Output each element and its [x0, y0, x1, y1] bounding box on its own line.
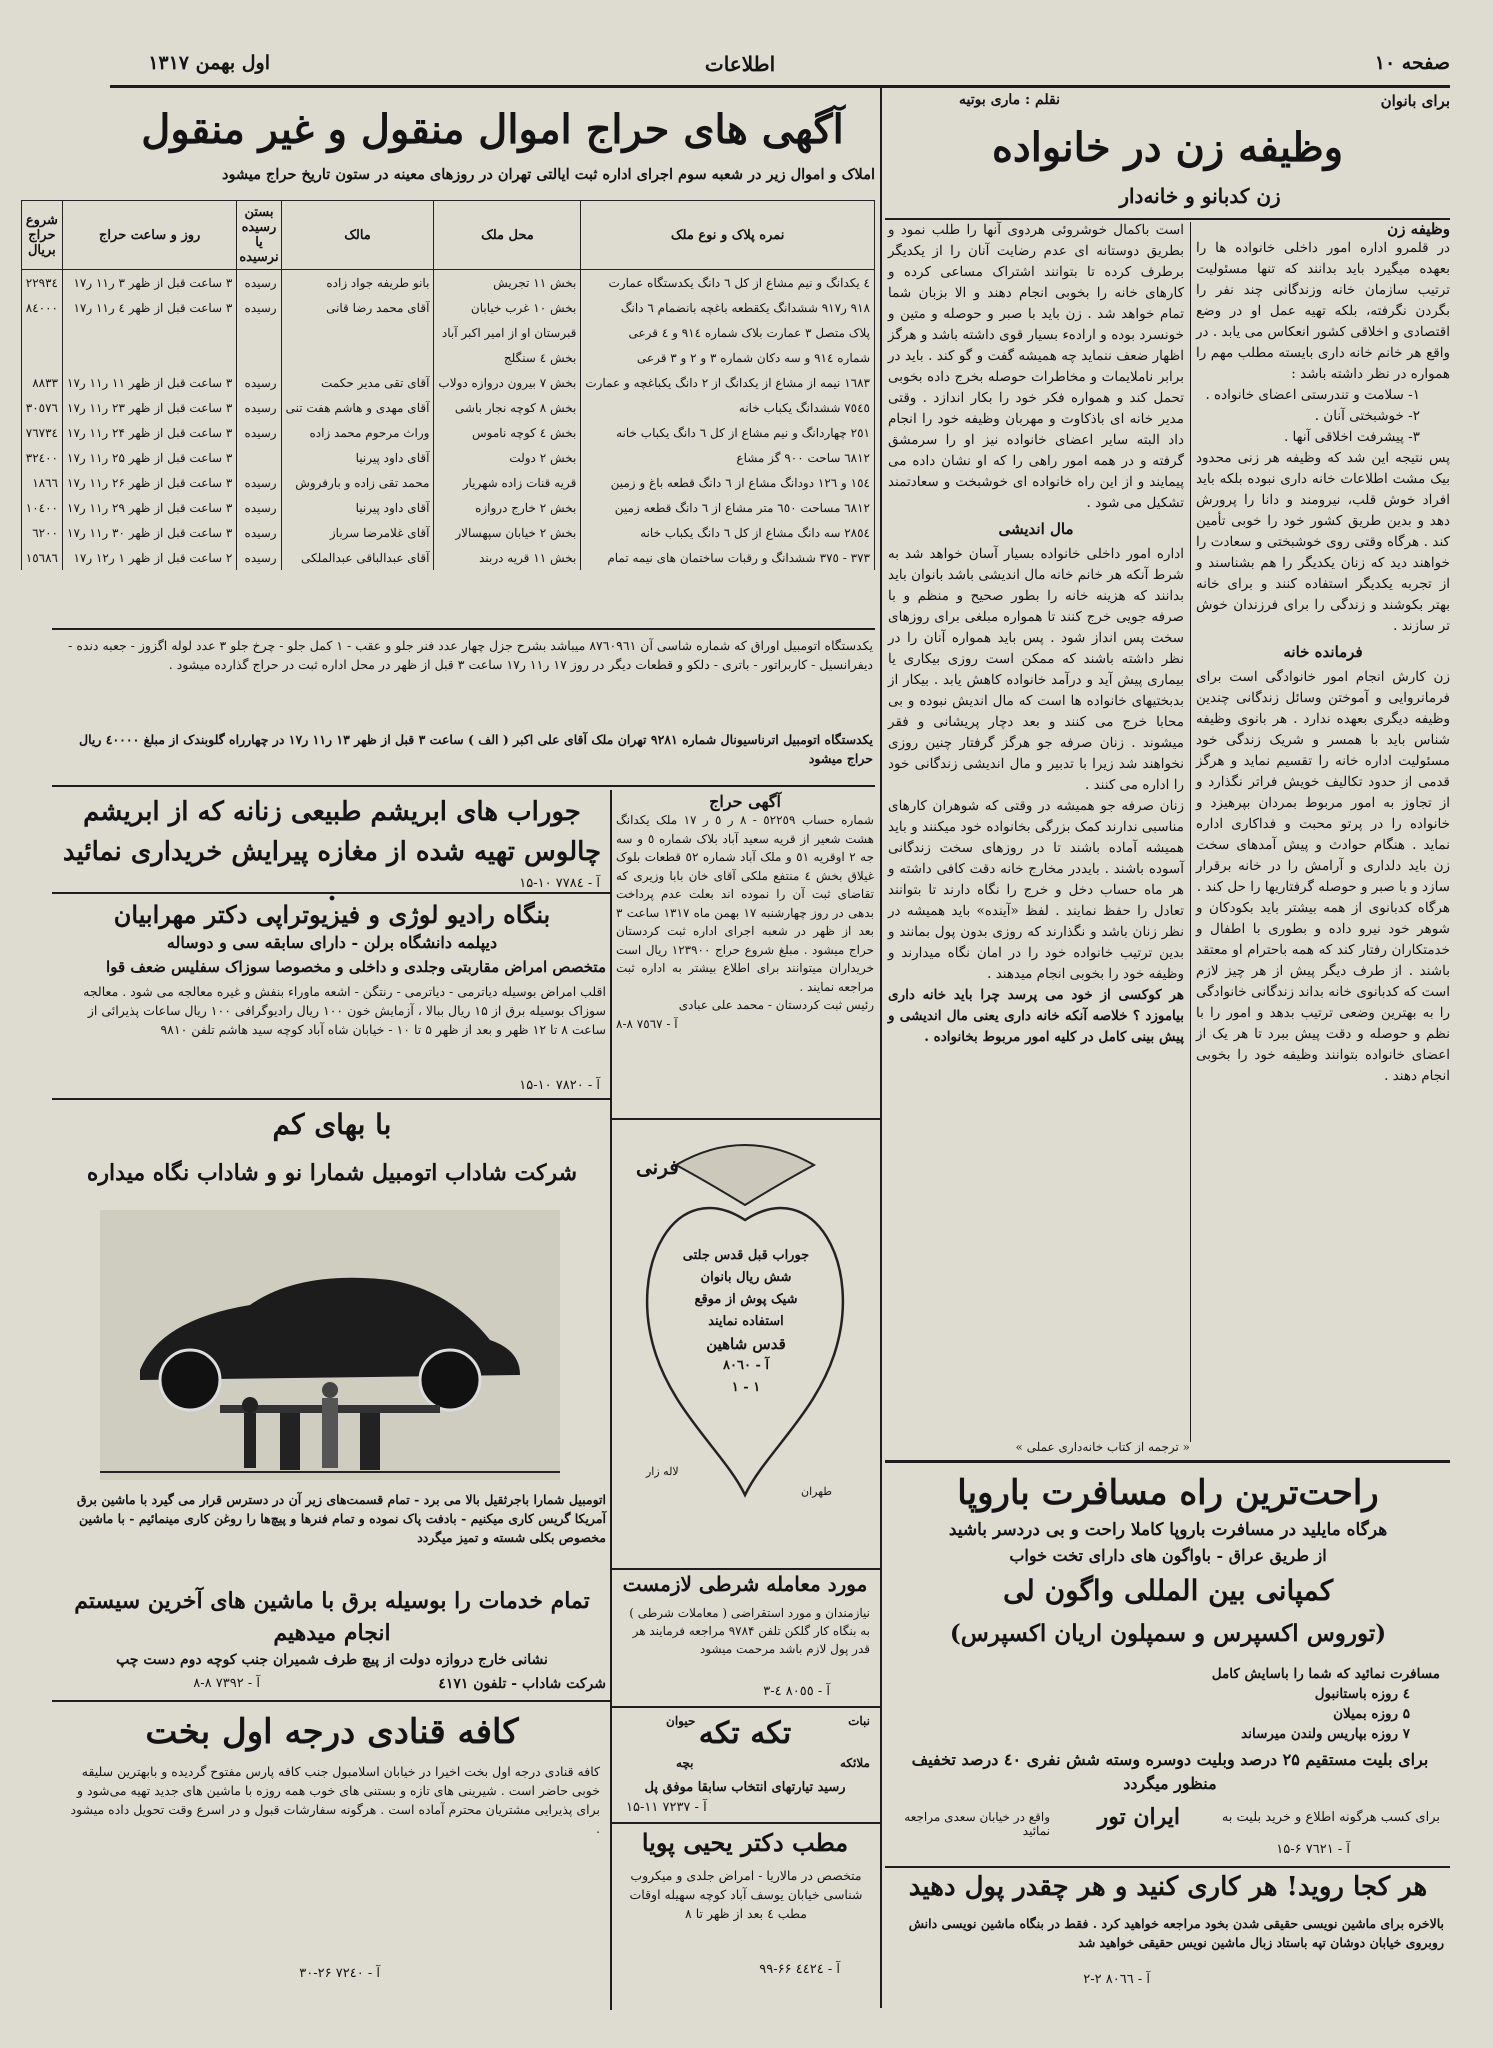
- heart-line: آ - ٨٠٦٠: [723, 1358, 769, 1373]
- table-cell: ۳ ساعت قبل از ظهر ۳۰ ر۱۱ ر۱۷: [63, 520, 237, 545]
- table-row: [21, 445, 874, 470]
- radio-body: اقلب امراض بوسیله دیاترمی - دیاترمی - رنتگن - اشعه ماوراء بنفش و غیره معالجه می شود . معالجه سوزاک بوسیله برق از ۱۵ ریال ببالا ، آزمایش خون ۱۰۰ ریال رادیوگرافی ۱۰۰ ریال ساعات پذیرائی از ساعت ۸ تا ۱۲ ظهر و بعد از ظهر ۵ تا ۱۰ - خیابان شاه آباد کوچه سید هاشم تلفن ٩٨١٠: [83, 984, 606, 1037]
- paper-name: اطلاعات: [704, 52, 776, 76]
- car-ad-subtitle: شرکت شاداب اتومبیل شمارا نو و شاداب نگاه میداره: [86, 1160, 578, 1186]
- table-cell: رسیده: [237, 295, 281, 320]
- heart-line: جوراب قبل قدس جلتی: [682, 1248, 810, 1263]
- animal-title: تکه تکه: [698, 1716, 792, 1751]
- subheading: فرمانده خانه: [1283, 643, 1363, 661]
- table-cell: محمد تقی زاده و بارفروش: [281, 470, 434, 495]
- section-rule: [612, 1568, 880, 1570]
- animal-body: رسید تیارتهای انتخاب سابقا موفق پل: [644, 1780, 846, 1795]
- doctor-phone: آ - ٤٤٢٤ ۶۶-۹۹: [759, 1962, 840, 1977]
- auction-headline: آگهی های حراج اموال منقول و غیر منقول: [141, 106, 844, 153]
- section-rule: [612, 1822, 880, 1824]
- table-cell: رسیده: [237, 520, 281, 545]
- auction-table: [21, 200, 875, 570]
- table-cell: [281, 345, 434, 370]
- table-cell: [237, 345, 281, 370]
- section-rule: [52, 892, 610, 894]
- table-cell: ١٦٨٣ نیمه از مشاع از یکدانگ از ٢ دانگ یکباغچه و عمارت: [581, 370, 875, 395]
- travel-list-item: ٤ روزه باستانبول: [1314, 1686, 1410, 1702]
- table-row: [21, 295, 874, 320]
- table-cell: ٣٠٥٧٦: [21, 395, 62, 420]
- article-subhead: زن کدبانو و خانه‌دار: [1119, 184, 1281, 208]
- table-cell: بخش ٤ سنگلج: [434, 345, 581, 370]
- list-item: ۲- خوشبختی آنان .: [1314, 408, 1420, 424]
- table-cell: پلاک متصل ٣ عمارت بلاک شماره ٩١٤ و ٤ قرعی: [581, 320, 875, 345]
- heart-line: قدس شاهین: [706, 1335, 786, 1353]
- table-cell: آقای عبدالباقی عبدالملکی: [281, 545, 434, 570]
- table-cell: ۳ ساعت قبل از ظهر ۳ ر۱۱ ر۱۷: [63, 270, 237, 296]
- table-cell: ٦٢٠٠: [21, 520, 62, 545]
- subheading: مال اندیشی: [998, 520, 1074, 538]
- paragraph: هرگاه کدبانوی از همه بیشتر باید بکودکان و شوهر خود نیرو داده و بطوری با اطفال و خدمتکاران رفتار کند که همه باحترام او معتقد باشند . از طرف دیگر پیش از هر چیز لازم است که کدبانوی خانه بداند زندگانی خانوادگی را به بهترین وضعی ترتیب بدهد و امور را با نظم و حوصله و دقت پیش ببرد تا هر یک از اعضای خانواده بتوانند وظیفه خود را بخوبی انجام دهند .: [1196, 900, 1450, 1084]
- table-cell: ٨٤٠٠٠: [21, 295, 62, 320]
- table-cell: بخش ٧ بیرون دروازه دولاب: [434, 370, 581, 395]
- table-cell: [281, 320, 434, 345]
- table-cell: ٤ یکدانگ و نیم مشاع از کل ٦ دانگ یکدستگاه عمارت: [581, 270, 875, 296]
- condition-body: نیازمندان و مورد استقراضی ( معاملات شرطی ) به بنگاه کار گلکن تلفن ۹۷۸۴ مراجعه فرمایند هر قدر پول لازم باشد مرحمت میشود: [629, 1606, 870, 1656]
- car-ad-company: شرکت شاداب - تلفون ٤١٧١: [438, 1676, 606, 1692]
- paragraph: پس نتیجه این شد که وظیفه هر زنی محدود بیک مشت اطلاعات خانه داری نبوده بلکه باید افراد خوش قلب، نیرومند و دانا را پرورش دهد و بدین طریق کشور خود را خوبی تأمین کند . هرگاه وقتی روی خوشبختی و سعادت را خواهند دید که زنان یکدیگر را هم بشناسند و از تجربه یکدیگر استفاده کنند و برای خانه بهتر بکوشند و زندگی را برای فرزندان خوش تر سازند .: [1196, 450, 1450, 634]
- article-column-right: [1196, 220, 1450, 1440]
- travel-list-item: مسافرت نمائید که شما را باسایش کامل: [1211, 1666, 1440, 1682]
- table-cell: آقای غلامرضا سرباز: [281, 520, 434, 545]
- table-cell: آقای تقی مدیر حکمت: [281, 370, 434, 395]
- table-cell: رسیده: [237, 420, 281, 445]
- section-label: برای بانوان: [1380, 92, 1450, 110]
- table-cell: ٣٢٤٠٠: [21, 445, 62, 470]
- table-cell: ٦٨١٢ ساحت ٩٠٠ گز مشاع: [581, 445, 875, 470]
- table-header-cell: بستن رسیده یا نرسیده: [237, 201, 281, 270]
- table-cell: [63, 320, 237, 345]
- section-rule: [52, 785, 875, 787]
- table-header-cell: محل ملک: [434, 201, 581, 270]
- heart-line: ۱ - ۱: [731, 1380, 761, 1395]
- condition-phone: آ - ٨٠٥٥ ٤-٣: [763, 1684, 830, 1699]
- table-cell: بخش ١١ تجریش: [434, 270, 581, 296]
- table-row: [21, 495, 874, 520]
- travel-phone: آ - ٧٦٢١ ۶-۱۵: [1276, 1842, 1350, 1857]
- car-ad-title: با بهای کم: [272, 1108, 392, 1141]
- car-ad-phone: آ - ٧٣٩٢ ٨-٨: [193, 1676, 260, 1691]
- travel-list-item: ۵ روزه بمیلان: [1333, 1706, 1410, 1722]
- car-ad-services: تمام خدمات را بوسیله برق با ماشین های آخرین سیستم انجام میدهیم: [74, 1588, 590, 1646]
- table-cell: آقای مهدی و هاشم هفت تنی: [281, 395, 434, 420]
- table-cell: ٧٦٧٣٤: [21, 420, 62, 445]
- table-cell: ٢٥١ چهاردانگ و نیم مشاع از کل ٦ دانگ یکباب خانه: [581, 420, 875, 445]
- table-row: [21, 420, 874, 445]
- table-cell: شماره ٩١٤ و سه دکان شماره ٣ و ٢ و ٣ قرعی: [581, 345, 875, 370]
- small-auction-sign: رئیس ثبت کردستان - محمد علی عبادی: [678, 998, 874, 1012]
- travel-agent: ایران تور: [1097, 1804, 1180, 1830]
- travel-line-2: از طریق عراق - باواگون های دارای تخت خواب: [1009, 1546, 1327, 1565]
- animal-label: نبات: [848, 1714, 870, 1728]
- typing-phone: آ - ٨٠٦٦ ٢-٢: [1083, 1972, 1150, 1987]
- table-header-cell: نمره پلاک و نوع ملک: [581, 201, 875, 270]
- table-cell: رسیده: [237, 395, 281, 420]
- travel-list: [1080, 1664, 1440, 1744]
- travel-line-1: هرگاه مایلید در مسافرت باروپا کاملا راحت و بی دردسر باشید: [948, 1520, 1388, 1540]
- table-cell: [21, 320, 62, 345]
- table-cell: بخش ٢ خارج دروازه: [434, 495, 581, 520]
- paragraph: زنان صرفه جو همیشه در وقتی که شوهران کارهای مناسبی ندارند کمک بزرگی بخانواده خود میکنند و باید همیشه آماده باشند تا در روزهای سخت زندگانی آسوده باشند . بایددر مخارج خانه دقت کافی داشته و هر ماه حساب دخل و خرج را نگاه دارند تا بتوانند تعادل را حفظ نمایند . لفظ «آینده» باید همیشه در نظر زنان باشد و نگذارند که روزی بدون پول بمانند و بدین ترتیب خانواده خود را در امان نگاه میدارند و وظیفه خود را بخوبی انجام میدهند .: [888, 798, 1184, 982]
- table-header-cell: مالک: [281, 201, 434, 270]
- table-cell: آقای محمد رضا قانی: [281, 295, 434, 320]
- cafe-phone: آ - ٧٢٤٠ ۲۶-۳۰: [299, 1966, 380, 1981]
- subheading: وظیفه زن: [1387, 220, 1450, 238]
- radio-phone: آ - ٧٨٢٠ ۱۰-۱۵: [519, 1078, 600, 1093]
- typing-body: بالاخره برای ماشین نویسی حقیقی شدن بخود مراجعه خواهید کرد . فقط در بنگاه ماشین نویسی دانش روبروی خیابان دوشان تپه باستاد زبال ماشین نویس حقیقی خواهید شد: [908, 1916, 1444, 1950]
- heart-line: استفاده نمایند: [708, 1314, 784, 1329]
- table-cell: [237, 445, 281, 470]
- table-cell: ٩١٨ ر٩١٧ ششدانگ یکقطعه باغچه بانضمام ٦ دانگ: [581, 295, 875, 320]
- section-rule: [52, 1098, 610, 1100]
- table-row: [21, 395, 874, 420]
- travel-company: کمپانی بین المللی واگون لی: [1002, 1574, 1334, 1607]
- table-cell: [237, 320, 281, 345]
- table-header-cell: روز و ساعت حراج: [63, 201, 237, 270]
- section-rule: [612, 1118, 880, 1120]
- table-header-row: [21, 201, 874, 270]
- column-divider: [610, 790, 612, 2010]
- doctor-body: متخصص در مالاریا - امراض جلدی و میکروب شناسی خیابان یوسف آباد کوچه سهیله اوقات مطب ٤ بعد از ظهر تا ٨: [629, 1868, 863, 1921]
- section-rule: [885, 1866, 1450, 1868]
- list-item: ۱- سلامت و تندرستی اعضای خانواده .: [1205, 387, 1420, 403]
- table-cell: ١٥٤ و ١٢٦ دودانگ مشاع از ٦ دانگ قطعه باغ و زمین: [581, 470, 875, 495]
- page-number: صفحه ۱۰: [1374, 52, 1450, 74]
- paragraph: اداره امور داخلی خانواده بسیار آسان خواهد شد به شرط آنکه هر خانم خانه مال اندیشی باشد بانوان باید بدانند که هزینه خانه را بطور صحیح و منظم و با صرفه جویی خرج کنند تا همواره مبلغی برای روزهای سخت پس انداز شود . پس باید همواره آنان را در نظر داشته باشند که ممکن است روزی بیکاری یا بیماری پیش آید و درآمد خانواده کاهش یابد . بیکار از بدبختیهای خانواده ها است که مال اندیش نبوده و بی محابا خرج می کنند و بعد دچار پریشانی و فقر میشوند . زنان صرفه جو هرگز گرفتار چنین روزی نخواهند شد زیرا با تدبیر و مال اندیشی زندگانی خود را اداره می کنند .: [888, 546, 1184, 793]
- table-row: [21, 345, 874, 370]
- table-cell: رسیده: [237, 270, 281, 296]
- table-cell: [63, 345, 237, 370]
- table-rule: [52, 628, 875, 630]
- small-auction-title: آگهی حراج: [709, 792, 781, 811]
- article-headline: وظیفه زن در خانواده: [991, 124, 1344, 171]
- table-cell: ٦٨١٢ مساحت ٦٥٠ متر مشاع از ٦ دانگ قطعه زمین: [581, 495, 875, 520]
- small-auction: [616, 792, 874, 1092]
- car-ad-body: اتومبیل شمارا باجرثقیل بالا می برد - تمام قسمت‌های زیر آن در دسترس قرار می گیرد با ماشین برق آمریکا گریس کاری میکنیم - بادفت پاک نموده و تمام فنرها و پیچ‌ها را روغن کاری مینمائیم - با ماشین مخصوص بکلی شسته و تمیز میگردد: [76, 1492, 606, 1545]
- table-cell: وراث مرحوم محمد زاده: [281, 420, 434, 445]
- travel-info: برای کسب هرگونه اطلاع و خرید بلیت به: [1221, 1810, 1440, 1825]
- table-cell: ۳ ساعت قبل از ظهر ۲۳ ر۱۱ ر۱۷: [63, 395, 237, 420]
- table-cell: رسیده: [237, 470, 281, 495]
- travel-list-item: ۷ روزه بپاریس ولندن میرساند: [1241, 1726, 1410, 1742]
- table-header-cell: شروع حراج بریال: [21, 201, 62, 270]
- condition-title: مورد معامله شرطی لازمست: [622, 1572, 868, 1596]
- byline: نقلم : ماری بوتیه: [959, 92, 1060, 108]
- heart-ad: [616, 1125, 874, 1515]
- table-cell: رسیده: [237, 370, 281, 395]
- footnote: « ترجمه از کتاب خانه‌داری عملی »: [1015, 1440, 1190, 1454]
- travel-address: واقع در خیابان سعدی مراجعه نمائید: [904, 1810, 1050, 1838]
- stockings-phone: آ - ٧٧٨٤ ۱۰-۱۵: [519, 876, 600, 891]
- table-cell: رسیده: [237, 495, 281, 520]
- column-divider: [880, 88, 882, 2008]
- animal-ad: [616, 1710, 874, 1820]
- travel-title: راحت‌ترین راه مسافرت باروپا: [957, 1473, 1379, 1513]
- table-cell: بخش ٨ کوچه نجار باشی: [434, 395, 581, 420]
- paragraph: در قلمرو اداره امور داخلی خانواده ها را بعهده میگیرد باید بدانند که تنها مسئولیت ترتیب سازمان خانه وزندگانی چند نفر را بگردن نگرفته، بلکه تهیه عمل او در وضع اقتصادی و اخلاقی کشور انعکاس می یابد . در واقع هر خانم خانه داری بایسته مطلب مهم را همواره در نظر داشته باشد :: [1196, 240, 1450, 382]
- issue-date: اول بهمن ۱۳۱۷: [148, 52, 270, 74]
- section-rule: [52, 1700, 610, 1702]
- table-row: [21, 370, 874, 395]
- table-cell: [21, 345, 62, 370]
- heart-body: [676, 1245, 816, 1399]
- table-cell: بخش ١١ قریه دربند: [434, 545, 581, 570]
- table-cell: ۳ ساعت قبل از ظهر ۲۵ ر۱۱ ر۱۷: [63, 445, 237, 470]
- table-cell: ۳ ساعت قبل از ظهر ۱۱ ر۱۱ ر۱۷: [63, 370, 237, 395]
- typing-title: هر کجا روید! هر کاری کنید و هر چقدر پول دهید: [908, 1872, 1428, 1902]
- table-cell: بخش ٢ خیابان سپهسالار: [434, 520, 581, 545]
- table-cell: قریه قنات زاده شهریار: [434, 470, 581, 495]
- table-row: [21, 545, 874, 570]
- paragraph: است باکمال خوشروئی هردوی آنها را طلب نمود و بطریق دوستانه ای عدم رضایت آنان را از یکدیگر برطرف کرده تا بتوانند اشتراک مساعی کرده و کارهای خانه را بخوبی انجام دهند و الا بزبان شما تمام خواهد شد . زن باید با صبر و حوصله و متین و خونسرد بوده و ارادهء بسیار قوی داشته باشد و هرگز اظهار ضعف ننماید چه همیشه گفت و گو کند . باید در برابر ناملایمات و مخاطرات حوصله بخرج داده بخوبی تحمل کند و همواره فکر خود را بکار اندازد . وقتی مدیر خانه ای باذکاوت و مهربان وظیفه خود را انجام داد البته سایر اعضای خانواده نیز او را سرمشق گرفته و در همه امور راهی را که او نشان داده می پیمایند و از این راه خانواده ای خوشبخت و سعادتمند تشکیل می شود .: [888, 222, 1184, 511]
- cafe-body: کافه قنادی درجه اول بخت اخیرا در خیابان اسلامبول جنب کافه پارس مفتوح گردیده و بابهترین سلیقه خوبی حاضر است . شیرینی های تازه و بستنی های خوب همه روزه با ماشین های جدید تهیه می‌شود و برای پذیرایی مشتریان محترم آماده است . هرگونه سفارشات قبول و در اسرع وقت تحویل داده میشود .: [70, 1764, 600, 1836]
- auction-table-wrap: [25, 200, 875, 632]
- table-cell: ۳ ساعت قبل از ظهر ۲۴ ر۱۱ ر۱۷: [63, 420, 237, 445]
- heart-line: شیک پوش از موقع: [694, 1292, 798, 1307]
- animal-phone: آ - ٧٢٣٧ ۱۱-۱۵: [626, 1800, 707, 1815]
- heart-sign: طهران: [801, 1485, 833, 1498]
- list-item: ۳- پیشرفت اخلاقی آنها .: [1283, 429, 1420, 445]
- table-cell: آقای داود پیرنیا: [281, 445, 434, 470]
- table-cell: ٧٥٤٥ ششدانگ یکباب خانه: [581, 395, 875, 420]
- table-cell: ۳ ساعت قبل از ظهر ۲۶ ر۱۱ ر۱۷: [63, 470, 237, 495]
- table-cell: ۲ ساعت قبل از ظهر ۱ ر۱۲ ر۱۷: [63, 545, 237, 570]
- table-cell: ٢٨٥٤ سه دانگ مشاع از کل ٦ دانگ یکباب خانه: [581, 520, 875, 545]
- radio-specialty: متخصص امراض مقاربتی وجلدی و داخلی و مخصوصا سوزاک سفلیس ضعف قوا: [106, 958, 606, 976]
- table-cell: بخش ١٠ غرب خیابان: [434, 295, 581, 320]
- travel-discount: برای بلیت مستقیم ۲۵ درصد وبلیت دوسره وسته شش نفری ٤٠ درصد تخفیف منظور میگردد: [911, 1750, 1429, 1793]
- auction-intro: املاک و اموال زیر در شعبه سوم اجرای اداره ثبت ایالتی تهران در روزهای معینه در ستون تاریخ حراج میشود: [221, 166, 875, 183]
- paragraph: هر کوکسی از خود می پرسد چرا باید خانه داری بیاموزد ؟ خلاصه آنکه خانه داری یعنی مال اندیشی و پیش بینی کامل در کلیه امور مربوط بخانواده .: [888, 987, 1184, 1045]
- small-auction-body: شماره حساب ٥٢٢٥٩ - ٨ ر ٥ ر ١٧ ملک یکدانگ هشت شعیر از قریه سعید آباد بلاک شماره ٥ و سه جه ۲ اوقریه ٥١ و ملک آباد شماره ٥٢ قطعات بلوک غیلاق بخش ٤ منتفع ملکی آقای خان بابا وزیری که تقاضای ثبت آن را نموده اند بعلت عدم پرداخت بدهی در روز چهارشنبه ۱۷ بهمن ماه ۱۳۱۷ ساعت ۳ بعد از ظهر در شعبه اجرای اداره ثبت کردستان حراج میشود . مبلغ شروع حراج ۱۲۳۹۰۰ ریال است خریداران میتوانند برای اطلاع بیشتر به اداره ثبت مراجعه نمایند .: [616, 813, 875, 994]
- stockings-ad: جوراب های ابریشم طبیعی زنانه که از ابریشم چالوس تهیه شده از مغازه پیرایش خریداری نمائید: [62, 797, 602, 867]
- cafe-title: کافه قنادی درجه اول بخت: [145, 1712, 519, 1752]
- animal-label: ملائکه: [840, 1756, 870, 1770]
- table-cell: ١٥٦٨٦: [21, 545, 62, 570]
- table-row: [21, 320, 874, 345]
- animal-label: حیوان: [666, 1714, 696, 1728]
- table-cell: آقای داود پیرنیا: [281, 495, 434, 520]
- section-rule: [885, 1460, 1450, 1463]
- car-ad-address: نشانی خارج دروازه دولت از پیچ طرف شمیران جنب کوچه دوم دست چپ: [116, 1652, 548, 1668]
- table-cell: بخش ٢ دولت: [434, 445, 581, 470]
- heart-line: شش ریال بانوان: [700, 1270, 792, 1285]
- doctor-title: مطب دکتر یحیی پویا: [641, 1828, 849, 1857]
- table-cell: ٣٧٣ - ٣٧٥ ششدانگ و رقبات ساختمان های نیمه تمام: [581, 545, 875, 570]
- table-cell: ٨٨٣٣: [21, 370, 62, 395]
- heart-title: فرنی: [636, 1155, 679, 1179]
- small-auction-phone: آ - ٧٥٦٧ ٨-٨: [616, 1017, 678, 1031]
- table-cell: ۳ ساعت قبل از ظهر ٤ ر۱۱ ر۱۷: [63, 295, 237, 320]
- auction-notice-2: یکدستگاه اتومبیل اترناسیونال شماره ٩٢٨١ تهران ملک آقای علی اکبر ( الف ) ساعت ۳ قبل از ظهر ۱۳ ر۱۱ ر۱۷ در چهارراه گلوبندک از مبلغ ٤٠٠٠٠ ریال حراج میشود: [78, 732, 873, 766]
- table-row: [21, 470, 874, 495]
- animal-label: بچه: [676, 1756, 694, 1770]
- auction-notice: یکدستگاه اتومبیل اوراق که شماره شاسی آن ٨٧٦٠٩٦١ میباشد بشرح جزل چهار عدد فنر جلو و عقب - ١ کمل جلو - چرخ جلو ٣ عدد لوله اگزوز - جعبه دنده - دیفرانسیل - کاربراتور - باتری - دلکو و قطعات دیگر در روز ۱۷ ر۱۱ ر۱۷ ساعت ۳ قبل از ظهر در محل اداره ثبت در حراج گذارده میشود .: [68, 638, 873, 672]
- article-column-left: [888, 220, 1184, 1440]
- table-row: [21, 520, 874, 545]
- car-illustration: [100, 1210, 560, 1480]
- section-rule: [612, 1706, 880, 1708]
- table-cell: ١٠٤٠٠: [21, 495, 62, 520]
- table-cell: ٢٢٩٣٤: [21, 270, 62, 296]
- heart-artist: لاله زار: [646, 1465, 679, 1478]
- table-cell: قبرستان او از امیر اکبر آباد: [434, 320, 581, 345]
- table-cell: بانو طریفه جواد زاده: [281, 270, 434, 296]
- table-row: [21, 270, 874, 296]
- table-cell: رسیده: [237, 545, 281, 570]
- radio-subtitle: دیپلمه دانشگاه برلن - دارای سابقه سی و دوساله: [166, 933, 498, 952]
- table-cell: ۳ ساعت قبل از ظهر ۲۹ ر۱۱ ر۱۷: [63, 495, 237, 520]
- table-cell: ١٨٦٦: [21, 470, 62, 495]
- table-cell: بخش ٤ کوچه ناموس: [434, 420, 581, 445]
- header-rule: [110, 85, 1450, 88]
- radio-title: بنگاه رادیو لوژی و فیزیوتراپی دکتر مهرابیان: [113, 900, 551, 929]
- paragraph: زن کارش انجام امور خانوادگی است برای فرمانروایی و آموختن وسائل زندگانی چندین وظیفه دیگری بعهده ندارد . هر بانوی وظیفه شناس باید با همسر و شریک زندگی خود مسئولیت اداره خانه را تقسیم نماید و هرگز قدمی از حدود تکالیف خویش فراتر نگذارد و از تجاوز به امور مربوط بمردان بپرهیزد و خانواده را در پرتو محبت و فداکاری اداره نماید . هنگام حوادث و پیش آمدهای سخت زن باید دلداری و آرامش را در خانه برقرار سازد و با صبر و حوصله گرفتاریها را حل کند .: [1196, 669, 1450, 895]
- column-divider: [1190, 222, 1191, 1442]
- travel-express: (توروس اکسپرس و سمپلون اریان اکسپرس): [949, 1620, 1387, 1647]
- car-lift-icon: [100, 1210, 560, 1480]
